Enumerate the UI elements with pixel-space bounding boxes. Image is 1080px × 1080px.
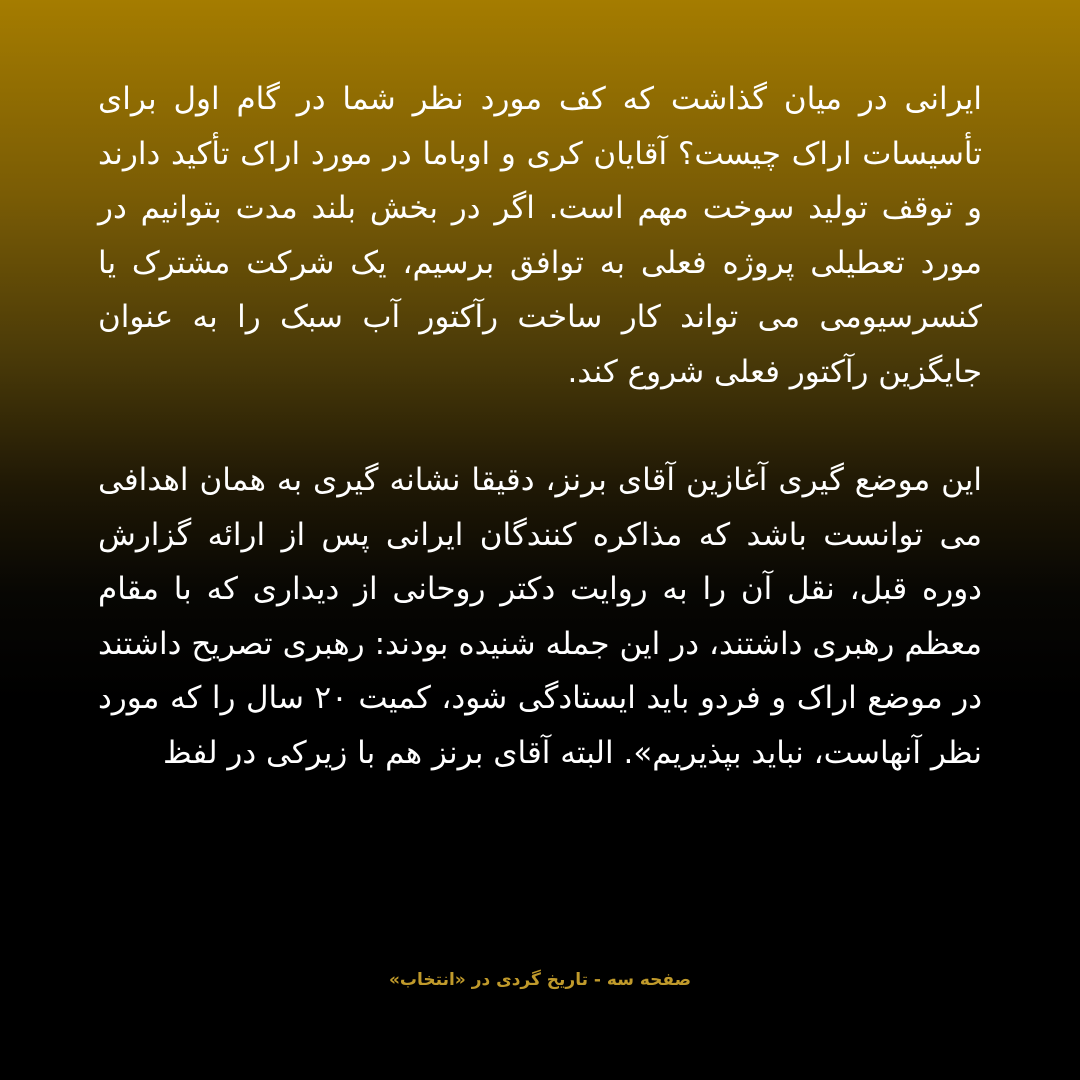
paragraph-2: این موضع گیری آغازین آقای برنز، دقیقا نشانه گیری به همان اهدافی می توانست باشد که مذاکره کنندگان ایرانی پس از ارائه گزارش دوره قبل، نقل آن را به روایت دکتر روحانی از دیداری که با مقام معظم رهبری داشتند، در این جمله شنیده بودند: رهبری تصریح داشتند در موضع اراک و فردو باید ایستادگی شود، کمیت ۲۰ سال را که مورد نظر آنهاست، نباید بپذیریم». البته آقای برنز هم با زیرکی در لفظ	[98, 462, 983, 771]
paragraph-1: ایرانی در میان گذاشت که کف مورد نظر شما در گام اول برای تأسیسات اراک چیست؟ آقایان کری و اوباما در مورد اراک تأکید دارند و توقف تولید سوخت مهم است. اگر در بخش بلند مدت بتوانیم در مورد تعطیلی پروژه فعلی به توافق برسیم، یک شرکت مشترک یا کنسرسیومی می تواند کار ساخت رآکتور آب سبک را به عنوان جایگزین رآکتور فعلی شروع کند.	[98, 81, 982, 390]
article-body	[98, 72, 982, 780]
page-footer-caption: صفحه سه - تاریخ گردی در «انتخاب»	[388, 970, 692, 990]
